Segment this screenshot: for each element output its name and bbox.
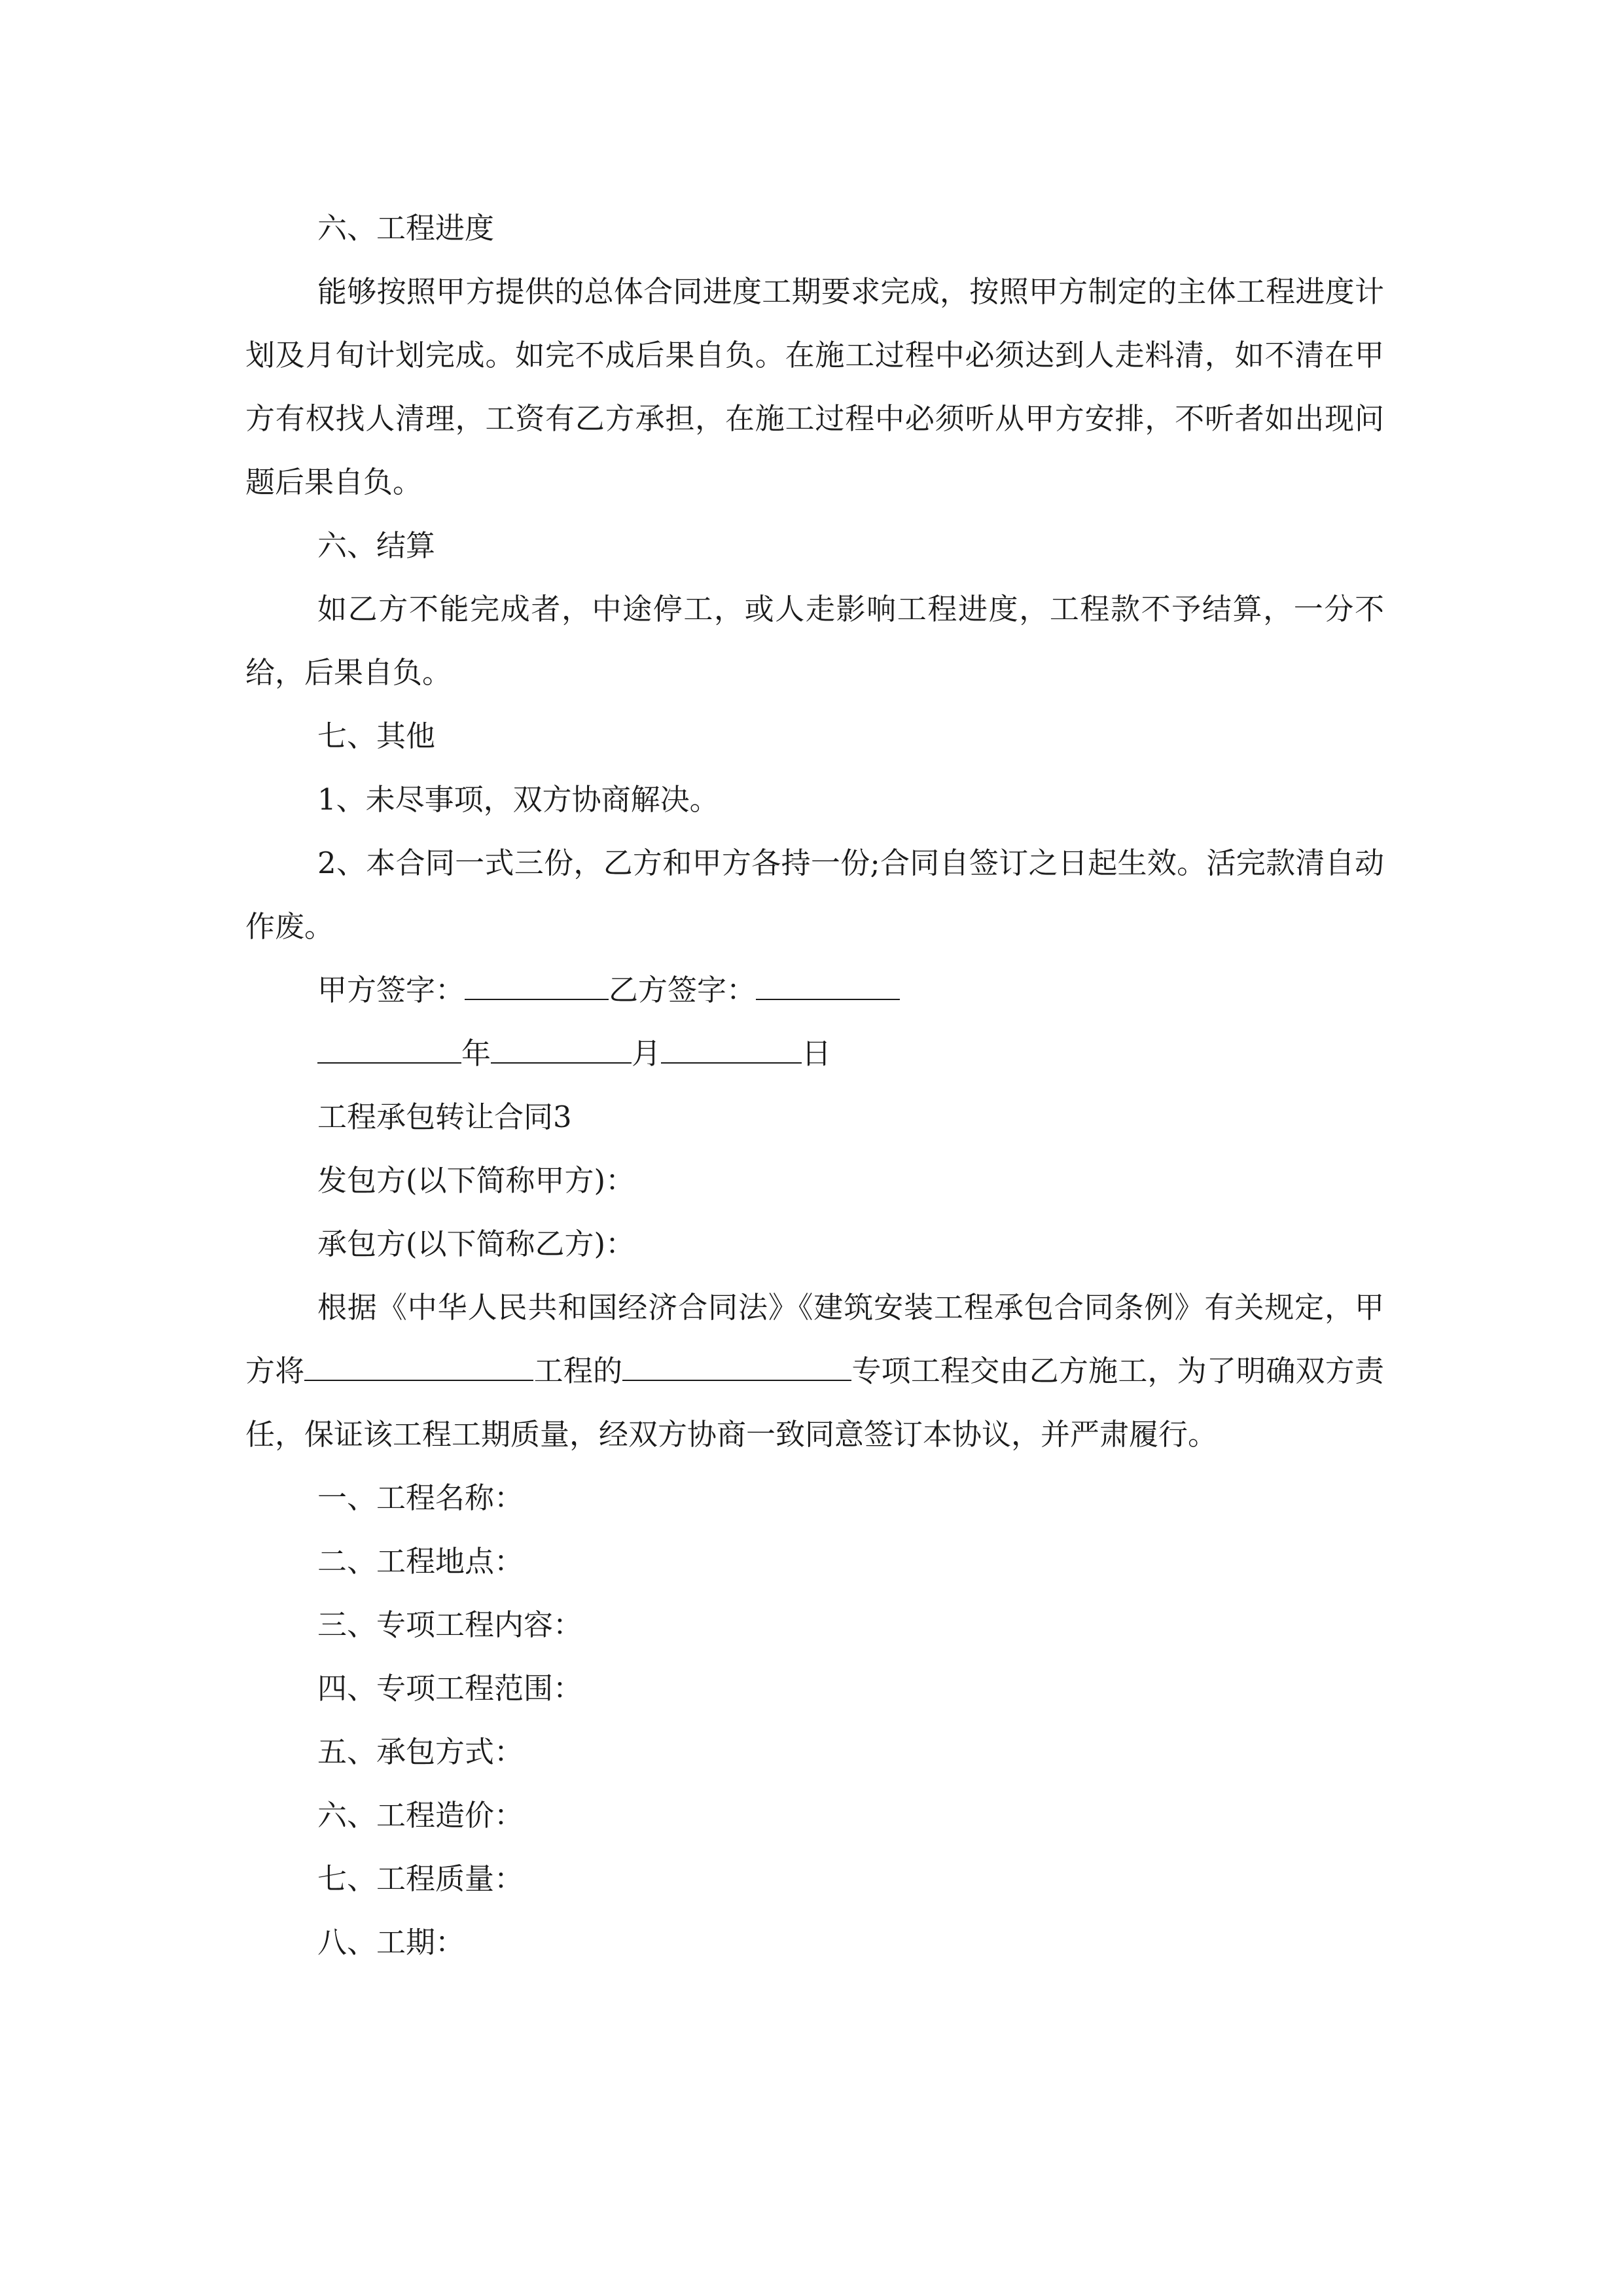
signature-party-b-blank [756,973,900,1000]
date-day-blank [661,1036,802,1064]
date-day-label: 日 [802,1036,832,1071]
signature-party-a-blank [465,973,609,1000]
document-body [245,196,1384,1974]
section-progress-heading: 六、工程进度 [317,211,495,245]
contract3-issuer: 发包方(以下简称甲方)： [317,1163,635,1198]
contract3-contractor: 承包方(以下简称乙方)： [317,1227,635,1261]
other-item-2: 2、本合同一式三份，乙方和甲方各持一份;合同自签订之日起生效。活完款清自动作废。 [245,846,1384,944]
date-line [245,1022,1384,1085]
clause-item: 八、工期： [317,1925,465,1960]
other-item-1: 1、未尽事项，双方协商解决。 [317,782,719,817]
contract3-intro-part3: 专项工程交由乙方施工，为了明确双方责任，保证该工程工期质量，经双方协商一致同意签订本协议，并严肃履行。 [245,1354,1384,1452]
clause-item: 七、工程质量： [317,1861,524,1896]
date-year-label: 年 [461,1036,491,1071]
clause-item: 六、工程造价： [317,1798,524,1833]
clause-item: 三、专项工程内容： [317,1607,583,1642]
section-other-heading: 七、其他 [317,719,436,753]
clause-item: 二、工程地点： [317,1544,524,1579]
date-month-blank [491,1036,632,1064]
section-settlement-heading: 六、结算 [317,528,436,563]
contract3-intro [245,1276,1384,1466]
special-project-blank [622,1354,851,1381]
contract3-title: 工程承包转让合同3 [317,1100,572,1134]
section-progress-body: 能够按照甲方提供的总体合同进度工期要求完成，按照甲方制定的主体工程进度计划及月旬计划完成。如完不成后果自负。在施工过程中必须达到人走料清，如不清在甲方有权找人清理，工资有乙方承担，在施工过程中必须听从甲方安排，不听者如出现问题后果自负。 [245,274,1384,499]
date-month-label: 月 [632,1036,662,1071]
project-name-blank [304,1354,533,1381]
signature-line [245,958,1384,1022]
clause-item: 五、承包方式： [317,1734,524,1769]
contract3-intro-part1: 根据《中华人民共和国经济合同法》《建筑安装工程承包合同条例》有关规定，甲方将 [245,1290,1384,1388]
date-year-blank [317,1036,461,1064]
section-settlement-body: 如乙方不能完成者，中途停工，或人走影响工程进度，工程款不予结算，一分不给，后果自负。 [245,592,1384,690]
signature-party-b-label: 乙方签字： [609,973,757,1007]
contract3-intro-part2: 工程的 [533,1354,623,1388]
signature-party-a-label: 甲方签字： [317,973,465,1007]
clause-item: 一、工程名称： [317,1480,524,1515]
clause-item: 四、专项工程范围： [317,1671,583,1706]
